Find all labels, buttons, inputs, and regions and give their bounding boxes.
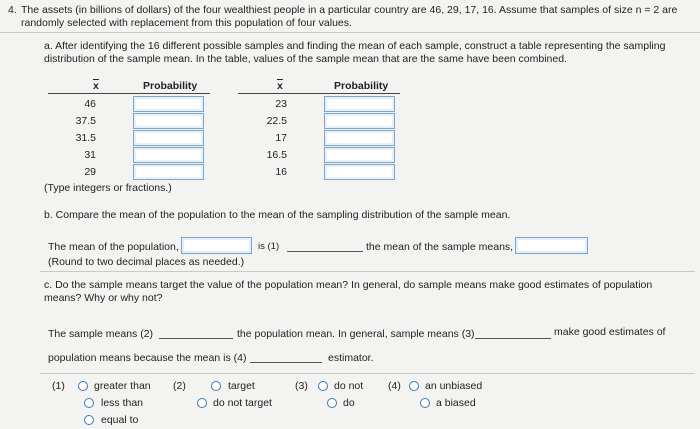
option-do-not-target[interactable]: do not target [213,397,272,409]
option-less-than[interactable]: less than [101,397,144,409]
left-header-rule [48,93,210,94]
option-equal-to[interactable]: equal to [101,414,139,426]
population-mean-input[interactable] [181,237,252,254]
sentence-part-3: make good estimates of [554,326,666,338]
radio-greater-than[interactable] [78,381,88,391]
left-x-value: 31 [84,149,96,161]
header-divider [0,32,700,33]
probability-input[interactable] [133,113,204,129]
option-do[interactable]: do [343,397,355,409]
option-greater-than[interactable]: greater than [94,380,151,392]
choice-group-4-label: (4) [388,380,401,392]
radio-do-not[interactable] [318,381,328,391]
right-col-prob-header: Probability [334,80,389,92]
right-col-x-header: $\overline{x}$ [277,80,283,92]
probability-input[interactable] [133,164,204,180]
probability-input[interactable] [133,96,204,112]
probability-input[interactable] [324,113,395,129]
radio-an-unbiased[interactable] [409,381,419,391]
right-x-value: 16.5 [266,149,287,161]
question-number: 4. [8,4,17,16]
left-x-value: 29 [84,166,96,178]
right-x-value: 17 [275,132,287,144]
fraction-note: (Type integers or fractions.) [44,182,172,194]
option-target[interactable]: target [228,380,255,392]
round-note: (Round to two decimal places as needed.) [48,256,245,268]
probability-input[interactable] [324,164,395,180]
probability-input[interactable] [324,147,395,163]
probability-input[interactable] [324,130,395,146]
part-a-text: a. After identifying the 16 different possible samples and finding the mean of each sample, construct a table representing the sampling distribution of the sample mean. In the table, values of the sample mean that are the same have been combined. [44,40,666,65]
part-b-text: b. Compare the mean of the population to the mean of the sampling distribution of the sample mean. [44,209,511,221]
sample-mean-input[interactable] [515,237,588,254]
dropdown-2[interactable] [159,338,233,339]
left-x-value: 46 [84,98,96,110]
probability-input[interactable] [324,96,395,112]
probability-input[interactable] [133,147,204,163]
right-x-value: 16 [275,166,287,178]
option-do-not[interactable]: do not [334,380,364,392]
sentence-part-1: The sample means (2) [48,328,154,340]
dropdown-3[interactable] [475,338,551,339]
left-x-value: 31.5 [75,132,96,144]
left-col-x-header: $\overline{x}$ [93,80,99,92]
question-text: The assets (in billions of dollars) of the four wealthiest people in a particular country are 46, 29, 17, 16. Assume that samples of size n = 2 are randomly selected with replacement from this population of four values. [21,4,678,29]
probability-input[interactable] [133,130,204,146]
sample-means-label: the mean of the sample means, [366,241,514,253]
right-x-value: 22.5 [266,115,287,127]
part-c-text: c. Do the sample means target the value of the population mean? In general, do sample means make good estimates of population means? Why or why not? [44,279,653,304]
population-mean-label: The mean of the population, [48,241,179,253]
sentence-part-5: estimator. [328,352,374,364]
radio-equal-to[interactable] [84,415,94,425]
choice-group-1-label: (1) [52,380,65,392]
radio-target[interactable] [211,381,221,391]
option-an-unbiased[interactable]: an unbiased [425,380,483,392]
sentence-part-2: the population mean. In general, sample means (3) [237,328,475,340]
part-c-divider [40,271,695,272]
dropdown-4[interactable] [250,362,322,363]
radio-do-not-target[interactable] [197,398,207,408]
option-a-biased[interactable]: a biased [436,397,476,409]
choices-divider [40,373,695,374]
choice-group-2-label: (2) [173,380,186,392]
dropdown-1[interactable] [287,251,363,252]
right-header-rule [238,93,400,94]
left-x-value: 37.5 [75,115,96,127]
choice-group-3-label: (3) [295,380,308,392]
right-x-value: 23 [275,98,287,110]
radio-do[interactable] [327,398,337,408]
left-col-prob-header: Probability [143,80,198,92]
is-label: is (1) [258,241,280,252]
radio-a-biased[interactable] [420,398,430,408]
radio-less-than[interactable] [84,398,94,408]
sentence-part-4: population means because the mean is (4) [48,352,247,364]
